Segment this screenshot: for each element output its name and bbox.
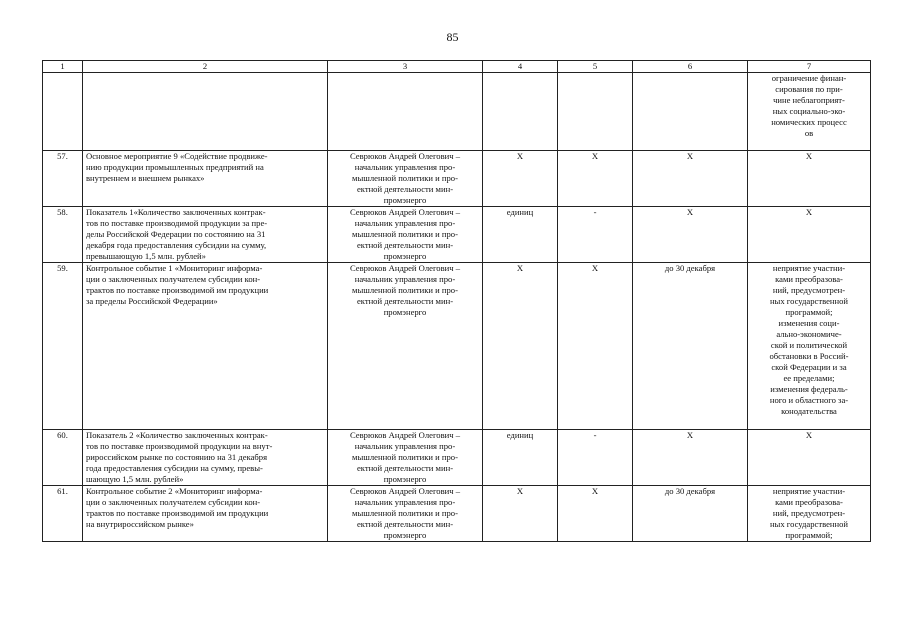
row-number-cell: 61. [43,486,83,542]
responsible-line: Севрюков Андрей Олегович – [349,263,461,273]
risk-note-line: неприятие участни- [772,486,846,496]
responsible-line: промэнерго [383,307,427,317]
activity-name-line: Показатель 2 «Количество заключенных контрак- [86,430,268,440]
base-value-cell: - [558,430,633,486]
responsible-cell [328,207,483,263]
responsible-line: ектной деятельности мин- [356,240,454,250]
responsible-line: начальник управления про- [354,162,456,172]
risk-note-line: ской и политической [770,340,848,350]
responsible-line: мышленной политики и про- [352,508,458,518]
base-value-cell: - [558,207,633,263]
activity-name-line: делы Российской Федерации по состоянию на 31 [86,229,266,239]
responsible-line: промэнерго [383,530,427,540]
responsible-line: Севрюков Андрей Олегович – [349,430,461,440]
responsible-line: начальник управления про- [354,497,456,507]
deadline-cell: до 30 декабря [633,263,748,430]
column-header-1: 1 [43,61,83,73]
responsible-line: начальник управления про- [354,218,456,228]
responsible-cell [328,151,483,207]
activity-name-line: рироссийском рынке по состоянию на 31 декабря [86,452,268,462]
plan-table-body [43,73,871,542]
base-value-cell: Х [558,151,633,207]
activity-name-line: Контрольное событие 1 «Мониторинг информа- [86,263,263,273]
risk-note-cell [748,430,871,486]
risk-note-line: ограничение финан- [771,73,847,83]
unit-cell: Х [483,263,558,430]
deadline-cell: Х [633,207,748,263]
row-number-cell: 57. [43,151,83,207]
risk-note-line: ов [804,128,814,138]
activity-name-line: трактов по поставке производимой им продукции [86,508,269,518]
responsible-line: мышленной политики и про- [352,285,458,295]
risk-note-line: обстановки в Россий- [769,351,849,361]
row-number-cell: 60. [43,430,83,486]
risk-note-line: ально-экономиче- [776,329,842,339]
risk-note-line: ных социально-эко- [772,106,846,116]
responsible-line: промэнерго [383,251,427,261]
risk-note-line: чине неблагоприят- [773,95,845,105]
row-number-cell [43,73,83,151]
unit-cell: единиц [483,207,558,263]
risk-note-cell [748,151,871,207]
responsible-line: Севрюков Андрей Олегович – [349,207,461,217]
risk-note-line: ской Федерации и за [771,362,847,372]
activity-name-line: Показатель 1«Количество заключенных контрак- [86,207,266,217]
plan-table [42,60,871,542]
responsible-line: начальник управления про- [354,274,456,284]
deadline-cell [633,73,748,151]
activity-name-cell [83,430,328,486]
activity-name-line: года предоставления субсидии на сумму, превы- [86,463,263,473]
column-header-6: 6 [633,61,748,73]
column-header-3: 3 [328,61,483,73]
activity-name-line: ции о заключенных получателем субсидии кон- [86,274,261,284]
risk-note-line: ного и областного за- [769,395,849,405]
risk-note-line: программой; [785,530,833,540]
table-row [43,486,871,542]
risk-note-line: изменения федераль- [770,384,848,394]
risk-note-cell [748,73,871,151]
deadline-cell: до 30 декабря [633,486,748,542]
responsible-line: мышленной политики и про- [352,229,458,239]
unit-cell [483,73,558,151]
activity-name-line: ции о заключенных получателем субсидии кон- [86,497,261,507]
responsible-line: ектной деятельности мин- [356,519,454,529]
responsible-line: Севрюков Андрей Олегович – [349,151,461,161]
activity-name-line: декабря года предоставления субсидии на сумму, [86,240,267,250]
deadline-cell: Х [633,430,748,486]
table-row [43,73,871,151]
activity-name-line: на внутрироссийском рынке» [86,519,194,529]
risk-note-line: сирования по при- [775,84,843,94]
responsible-cell [328,430,483,486]
responsible-cell [328,263,483,430]
risk-note-line: изменения соци- [778,318,840,328]
risk-note-line: ками преобразова- [775,497,843,507]
column-header-7: 7 [748,61,871,73]
risk-note-cell [748,263,871,430]
risk-note-line: Х [805,430,813,440]
risk-note-line: ний, предусмотрен- [772,285,846,295]
responsible-line: начальник управления про- [354,441,456,451]
table-row [43,207,871,263]
row-number-cell: 59. [43,263,83,430]
responsible-line: ектной деятельности мин- [356,184,454,194]
risk-note-line: конодательства [781,406,837,416]
risk-note-line: номических процесс [771,117,847,127]
column-header-4: 4 [483,61,558,73]
table-row [43,263,871,430]
risk-note-line: ных государственной [769,519,849,529]
unit-cell: единиц [483,430,558,486]
row-number-cell: 58. [43,207,83,263]
risk-note-cell [748,486,871,542]
page-number: 85 [446,30,459,44]
risk-note-line: ний, предусмотрен- [772,508,846,518]
activity-name-line: за пределы Российской Федерации» [86,296,218,306]
base-value-cell: Х [558,486,633,542]
activity-name-line: тов по поставке производимой продукции на внут- [86,441,273,451]
activity-name-line: нию продукции промышленных предприятий на [86,162,264,172]
activity-name-cell [83,151,328,207]
activity-name-line: тов по поставке производимой продукции за пре- [86,218,268,228]
responsible-line: промэнерго [383,474,427,484]
responsible-cell [328,73,483,151]
responsible-line: мышленной политики и про- [352,173,458,183]
table-row [43,151,871,207]
activity-name-line: Основное мероприятие 9 «Содействие продвиже- [86,151,268,161]
activity-name-cell [83,207,328,263]
risk-note-line: Х [805,207,813,217]
base-value-cell [558,73,633,151]
deadline-cell: Х [633,151,748,207]
risk-note-line: ками преобразова- [775,274,843,284]
responsible-line: промэнерго [383,195,427,205]
activity-name-line: шающую 1,5 млн. рублей» [86,474,184,484]
responsible-line: ектной деятельности мин- [356,296,454,306]
risk-note-line: программой; [785,307,833,317]
responsible-line: Севрюков Андрей Олегович – [349,486,461,496]
responsible-cell [328,486,483,542]
risk-note-line: ее пределами; [783,373,835,383]
responsible-line: мышленной политики и про- [352,452,458,462]
column-header-5: 5 [558,61,633,73]
unit-cell: Х [483,486,558,542]
activity-name-line: трактов по поставке производимой им продукции [86,285,269,295]
activity-name-line: внутреннем и внешнем рынках» [86,173,205,183]
responsible-line: ектной деятельности мин- [356,463,454,473]
activity-name-cell [83,73,328,151]
unit-cell: Х [483,151,558,207]
risk-note-line: неприятие участни- [772,263,846,273]
base-value-cell: Х [558,263,633,430]
risk-note-line: ных государственной [769,296,849,306]
risk-note-cell [748,207,871,263]
activity-name-cell [83,486,328,542]
table-row [43,430,871,486]
activity-name-line: Контрольное событие 2 «Мониторинг информа- [86,486,263,496]
column-header-2: 2 [83,61,328,73]
activity-name-line: превышающую 1,5 млн. рублей» [86,251,206,261]
risk-note-line: Х [805,151,813,161]
activity-name-cell [83,263,328,430]
column-number-row [43,61,871,73]
